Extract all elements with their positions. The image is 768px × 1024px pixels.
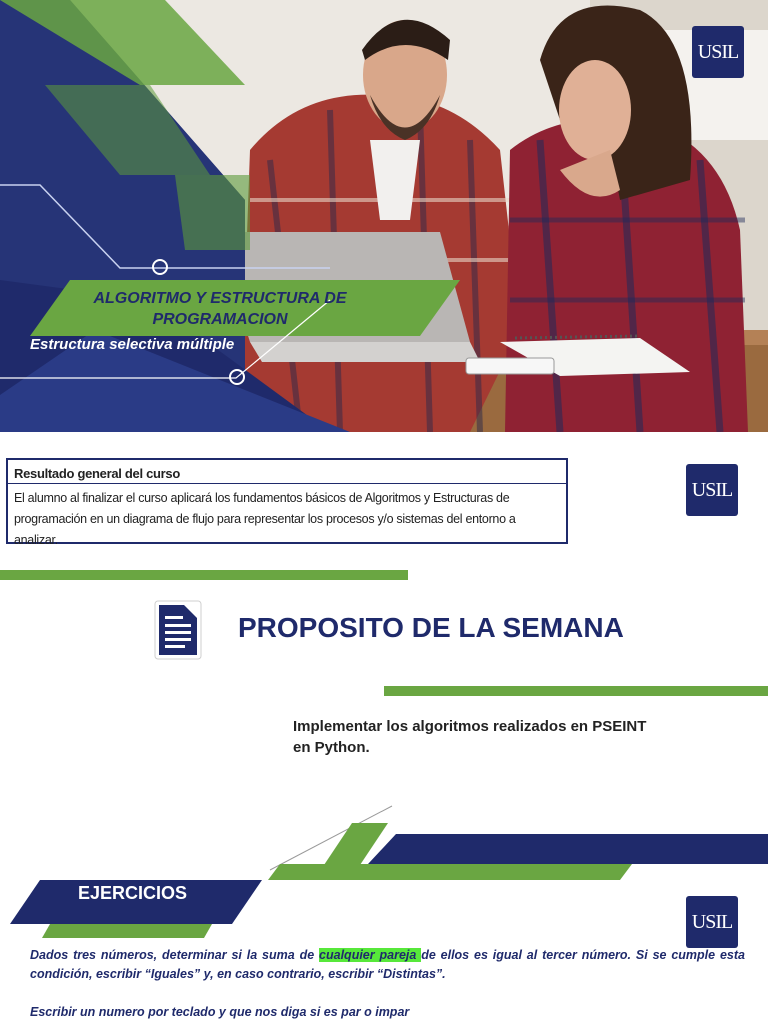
document-icon [154, 600, 202, 660]
course-subtitle: Estructura selectiva múltiple [30, 336, 235, 353]
cover-photo-illustration [0, 0, 768, 432]
exercise-1 [30, 946, 745, 984]
exercises-banner [0, 800, 768, 940]
green-divider [384, 686, 768, 696]
purpose-text: Implementar los algoritmos realizados en PSEINT en Python. [293, 718, 647, 756]
course-title: ALGORITMO Y ESTRUCTURA DE PROGRAMACION [93, 290, 347, 328]
result-slide [0, 432, 768, 592]
usil-logo: USIL [686, 464, 738, 516]
course-result-box [6, 458, 568, 547]
exercise-2: Escribir un numero por teclado y que nos diga si es par o impar [30, 1005, 410, 1019]
exercise-1-highlight: cualquier pareja [319, 948, 422, 962]
purpose-title: PROPOSITO DE LA SEMANA [238, 612, 624, 643]
cover-slide [0, 0, 768, 432]
exercise-1-text-b: de ellos es igual al tercer número. Si se cumple esta condición, escribir “Iguales” y, en caso contrario, escribir “Distintas”. [30, 948, 745, 981]
exercise-1-text-a: Dados tres números, determinar si la suma de [30, 948, 320, 962]
result-text: El alumno al finalizar el curso aplicará los fundamentos básicos de Algoritmos y Estructuras de programación en un diagrama de flujo para representar los procesos y/o sistemas del entorno a analizar. [14, 491, 516, 547]
exercises-title: EJERCICIOS [78, 883, 188, 903]
result-heading: Resultado general del curso [8, 460, 566, 484]
usil-logo: USIL [686, 896, 738, 948]
usil-logo: USIL [692, 26, 744, 78]
green-divider [0, 570, 408, 580]
